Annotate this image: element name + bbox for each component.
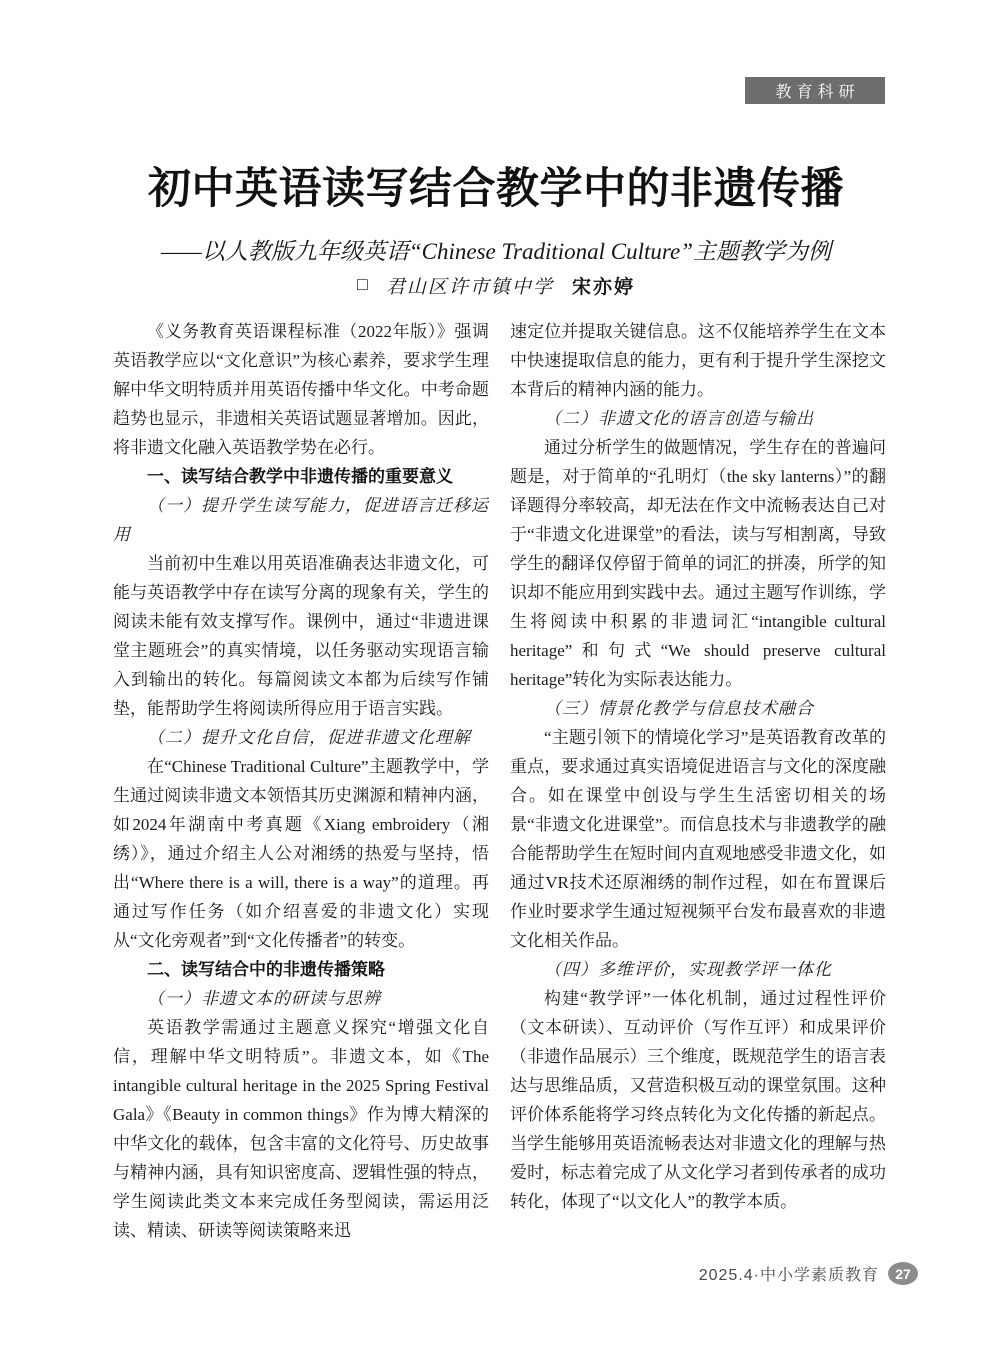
paragraph: “主题引领下的情境化学习”是英语教育改革的重点，要求通过真实语境促进语言与文化的深度融合。如在课堂中创设与学生生活密切相关的场景“非遗文化进课堂”。而信息技术与非遗教学的融合能帮助学生在短时间内直观地感受非遗文化，如通过VR技术还原湘绣的制作过程，如在布置课后作业时要求学生通过短视频平台发布最喜欢的非遗文化相关作品。 bbox=[510, 728, 886, 950]
journal-issue-label: 2025.4·中小学素质教育 bbox=[698, 1267, 879, 1284]
paragraph: 《义务教育英语课程标准（2022年版）》强调英语教学应以“文化意识”为核心素养，要求学生理解中华文明特质并用英语传播中华文化。中考命题趋势也显示，非遗相关英语试题显著增加。因此，将非遗文化融入英语教学势在必行。 bbox=[113, 322, 489, 457]
subsection-heading: （二）非遗文化的语言创造与输出 bbox=[544, 409, 814, 428]
subsection-heading: （三）情景化教学与信息技术融合 bbox=[544, 699, 814, 718]
article-subtitle: ——以人教版九年级英语“Chinese Traditional Culture”主题教学为例 bbox=[160, 239, 832, 264]
paragraph: 构建“教学评”一体化机制，通过过程性评价（文本研读）、互动评价（写作互评）和成果评价（非遗作品展示）三个维度，既规范学生的语言表达与思维品质，又营造积极互动的课堂氛围。这种评价体系能将学习终点转化为文化传播的新起点。当学生能够用英语流畅表达对非遗文化的理解与热爱时，标志着完成了从文化学习者到传承者的成功转化，体现了“以文化人”的教学本质。 bbox=[510, 989, 886, 1211]
byline-square-icon: □ bbox=[357, 274, 368, 294]
column-right bbox=[510, 317, 886, 1245]
category-badge: 教育科研 bbox=[745, 77, 885, 104]
paragraph: 通过分析学生的做题情况，学生存在的普遍问题是，对于简单的“孔明灯（the sky lanterns）”的翻译题得分率较高，却无法在作文中流畅表达自己对于“非遗文化进课堂”的看法，读与写相割离，导致学生的翻译仅停留于简单的词汇的拼凑，所学的知识却不能应用到实践中去。通过主题写作训练，学生将阅读中积累的非遗词汇“intangible cultural heritage”和句式“We should preserve cultural heritage”转化为实际表达能力。 bbox=[510, 438, 886, 689]
paragraph: 在“Chinese Traditional Culture”主题教学中，学生通过阅读非遗文本领悟其历史渊源和精神内涵，如2024年湖南中考真题《Xiang embroidery（湘绣）》，通过介绍主人公对湘绣的热爱与坚持，悟出“Where there is a will, there is a way”的道理。再通过写作任务（如介绍喜爱的非遗文化）实现从“文化旁观者”到“文化传播者”的转变。 bbox=[113, 757, 489, 950]
subsection-heading: （二）提升文化自信，促进非遗文化理解 bbox=[147, 728, 471, 747]
subsection-heading: （四）多维评价，实现教学评一体化 bbox=[544, 960, 832, 979]
paragraph: 当前初中生难以用英语准确表达非遗文化，可能与英语教学中存在读写分离的现象有关，学生的阅读未能有效支撑写作。课例中，通过“非遗进课堂主题班会”的真实情境，以任务驱动实现语言输入到输出的转化。每篇阅读文本都为后续写作铺垫，能帮助学生将阅读所得应用于语言实践。 bbox=[113, 554, 489, 718]
section-heading: 一、读写结合教学中非遗传播的重要意义 bbox=[147, 467, 453, 486]
article-body bbox=[113, 317, 886, 1245]
column-left bbox=[113, 317, 489, 1245]
paragraph: 英语教学需通过主题意义探究“增强文化自信，理解中华文明特质”。非遗文本，如《The intangible cultural heritage in the 2025 Spring Festival Gala》《Beauty in common things》作为博大精深的中华文化的载体，包含丰富的文化符号、历史故事与精神内涵，具有知识密度高、逻辑性强的特点，学生阅读此类文本来完成任务型阅读，需运用泛读、精读、研读等阅读策略来迅 bbox=[113, 1018, 489, 1240]
author-name: 宋亦婷 bbox=[571, 277, 635, 298]
page-number-badge: 27 bbox=[888, 1262, 918, 1285]
paragraph: 速定位并提取关键信息。这不仅能培养学生在文本中快速提取信息的能力，更有利于提升学生深挖文本背后的精神内涵的能力。 bbox=[510, 322, 886, 399]
section-heading: 二、读写结合中的非遗传播策略 bbox=[147, 960, 385, 979]
article-title: 初中英语读写结合教学中的非遗传播 bbox=[148, 166, 844, 213]
subsection-heading: （一）提升学生读写能力，促进语言迁移运用 bbox=[113, 496, 489, 544]
author-affiliation: 君山区许市镇中学 bbox=[385, 277, 554, 298]
subsection-heading: （一）非遗文本的研读与思辨 bbox=[147, 989, 381, 1008]
page-footer bbox=[699, 1262, 918, 1285]
byline bbox=[0, 272, 992, 299]
